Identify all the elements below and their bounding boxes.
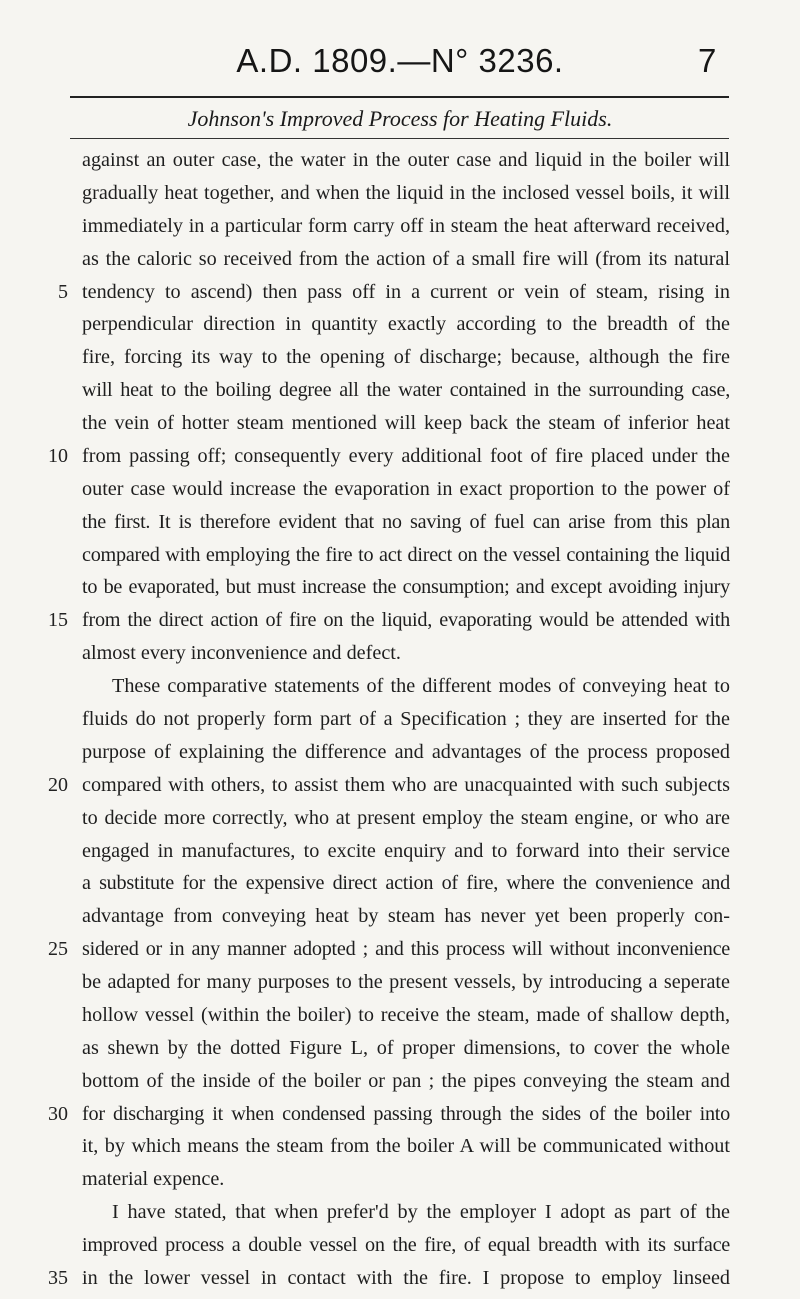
line-number: 10: [48, 445, 68, 467]
line-number: 15: [48, 609, 68, 631]
text-line: it, by which means the steam from the boiler A will be communicated without: [82, 1135, 730, 1157]
text-line: the vein of hotter steam mentioned will keep back the steam of inferior heat: [82, 412, 730, 434]
text-line: fire, forcing its way to the opening of discharge; because, although the fire: [82, 346, 730, 368]
text-line: gradually heat together, and when the liquid in the inclosed vessel boils, it will: [82, 182, 730, 204]
text-line: These comparative statements of the different modes of conveying heat to: [112, 675, 730, 697]
text-line: the first. It is therefore evident that no saving of fuel can arise from this plan: [82, 511, 730, 533]
text-line: compared with employing the fire to act direct on the vessel containing the liquid: [82, 544, 730, 566]
line-number: 35: [48, 1267, 68, 1289]
text-line: compared with others, to assist them who are unacquainted with such subjects: [82, 774, 730, 796]
header-rule-top: [70, 96, 729, 98]
line-number: 5: [58, 281, 68, 303]
text-line: in the lower vessel in contact with the fire. I propose to employ linseed: [82, 1267, 730, 1289]
text-line: from the direct action of fire on the liquid, evaporating would be attended with: [82, 609, 730, 631]
text-line: purpose of explaining the difference and advantages of the process proposed: [82, 741, 730, 763]
text-line: engaged in manufactures, to excite enquiry and to forward into their service: [82, 840, 730, 862]
text-line: from passing off; consequently every additional foot of fire placed under the: [82, 445, 730, 467]
text-line: tendency to ascend) then pass off in a current or vein of steam, rising in: [82, 281, 730, 303]
text-line: will heat to the boiling degree all the water contained in the surrounding case,: [82, 379, 730, 401]
text-line: hollow vessel (within the boiler) to receive the steam, made of shallow depth,: [82, 1004, 730, 1026]
header-rule-bottom: [70, 138, 729, 139]
text-line: advantage from conveying heat by steam has never yet been properly con-: [82, 905, 730, 927]
text-line: a substitute for the expensive direct action of fire, where the convenience and: [82, 872, 730, 894]
text-line: immediately in a particular form carry off in steam the heat afterward received,: [82, 215, 730, 237]
text-line: outer case would increase the evaporation in exact proportion to the power of: [82, 478, 730, 500]
text-line: perpendicular direction in quantity exactly according to the breadth of the: [82, 313, 730, 335]
text-line: to decide more correctly, who at present employ the steam engine, or who are: [82, 807, 730, 829]
text-line: against an outer case, the water in the outer case and liquid in the boiler will: [82, 149, 730, 171]
text-line: sidered or in any manner adopted ; and this process will without inconvenience: [82, 938, 730, 960]
text-line: material expence.: [82, 1168, 225, 1190]
text-line: almost every inconvenience and defect.: [82, 642, 401, 664]
line-number: 30: [48, 1103, 68, 1125]
text-line: I have stated, that when prefer'd by the employer I adopt as part of the: [112, 1201, 730, 1223]
text-line: bottom of the inside of the boiler or pan ; the pipes conveying the steam and: [82, 1070, 730, 1092]
text-line: be adapted for many purposes to the present vessels, by introducing a seperate: [82, 971, 730, 993]
page-number: 7: [698, 42, 717, 79]
line-number: 20: [48, 774, 68, 796]
line-number: 25: [48, 938, 68, 960]
running-head: Johnson's Improved Process for Heating Fluids.: [187, 106, 613, 131]
text-line: improved process a double vessel on the fire, of equal breadth with its surface: [82, 1234, 730, 1256]
text-line: for discharging it when condensed passing through the sides of the boiler into: [82, 1103, 730, 1125]
text-line: fluids do not properly form part of a Specification ; they are inserted for the: [82, 708, 730, 730]
text-line: as shewn by the dotted Figure L, of proper dimensions, to cover the whole: [82, 1037, 730, 1059]
patent-title: A.D. 1809.—N° 3236.: [236, 42, 564, 79]
text-line: as the caloric so received from the action of a small fire will (from its natural: [82, 248, 730, 270]
text-line: to be evaporated, but must increase the consumption; and except avoiding injury: [82, 576, 730, 598]
